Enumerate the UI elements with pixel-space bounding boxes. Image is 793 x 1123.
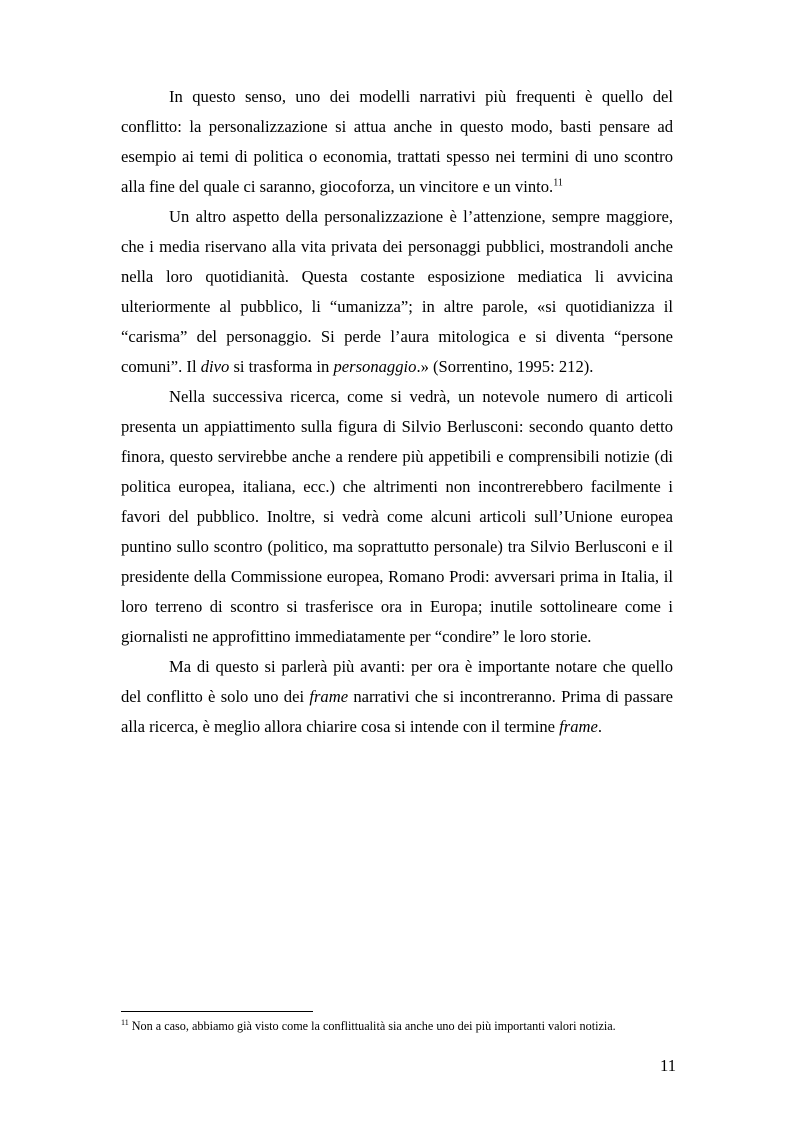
footnote-reference[interactable]: 11 xyxy=(553,177,563,189)
footnote xyxy=(121,1018,681,1034)
paragraph-conflict xyxy=(121,82,673,202)
paragraph-personalization-text: Un altro aspetto della personalizzazione è l’attenzione, sempre maggiore, che i media riservano alla vita privata dei personaggi pubblici, mostrandoli anche nella loro quotidianità. Questa costante esposizione mediatica li avvicina ulteriormente al pubblico, li “umanizza”; in altre parole, «si quotidianizza il “carisma” del personaggio. Si perde l’aura mitologica e si diventa “persone comuni”. Il xyxy=(121,207,673,376)
italic-frame: frame xyxy=(309,687,349,706)
paragraph-personalization-citation: .» (Sorrentino, 1995: 212). xyxy=(416,357,594,376)
page-number: 11 xyxy=(660,1056,676,1075)
footnote-separator xyxy=(121,1011,313,1012)
paragraph-personalization xyxy=(121,202,673,382)
paragraph-frame xyxy=(121,652,673,742)
paragraph-frame-end: . xyxy=(597,717,603,736)
italic-frame-term: frame xyxy=(559,717,598,736)
italic-personaggio: personaggio xyxy=(333,357,417,376)
paragraph-conflict-text: In questo senso, uno dei modelli narrativi più frequenti è quello del conflitto: la personalizzazione si attua anche in questo modo, basti pensare ad esempio ai temi di politica o economia, trattati spesso nei termini di uno scontro alla fine del quale ci saranno, giocoforza, un vincitore e un vinto. xyxy=(121,87,673,196)
paragraph-research xyxy=(121,382,673,652)
footnote-number: 11 xyxy=(121,1017,129,1027)
italic-divo: divo xyxy=(200,357,230,376)
footnote-text: Non a caso, abbiamo già visto come la conflittualità sia anche uno dei più importanti valori notizia. xyxy=(128,1019,616,1033)
paragraph-research-text: Nella successiva ricerca, come si vedrà, un notevole numero di articoli presenta un appiattimento sulla figura di Silvio Berlusconi: secondo quanto detto finora, questo servirebbe anche a rendere più appetibili e comprensibili notizie (di politica europea, italiana, ecc.) che altrimenti non incontrerebbero facilmente i favori del pubblico. Inoltre, si vedrà come alcuni articoli sull’Unione europea puntino sullo scontro (politico, ma soprattutto personale) tra Silvio Berlusconi e il presidente della Commissione europea, Romano Prodi: avversari prima in Italia, il loro terreno di scontro si trasferisce ora in Europa; inutile sottolineare come i giornalisti ne approfittino immediatamente per “condire” le loro storie. xyxy=(121,387,673,646)
main-text xyxy=(121,82,673,742)
paragraph-frame-middle: narrativi che si incontreranno. Prima di passare alla ricerca, è meglio allora chiarire cosa si intende con il termine xyxy=(121,687,674,736)
paragraph-personalization-middle: si trasforma in xyxy=(229,357,334,376)
paragraph-frame-text: Ma di questo si parlerà più avanti: per ora è importante notare che quello del conflitto è solo uno dei xyxy=(121,657,673,706)
